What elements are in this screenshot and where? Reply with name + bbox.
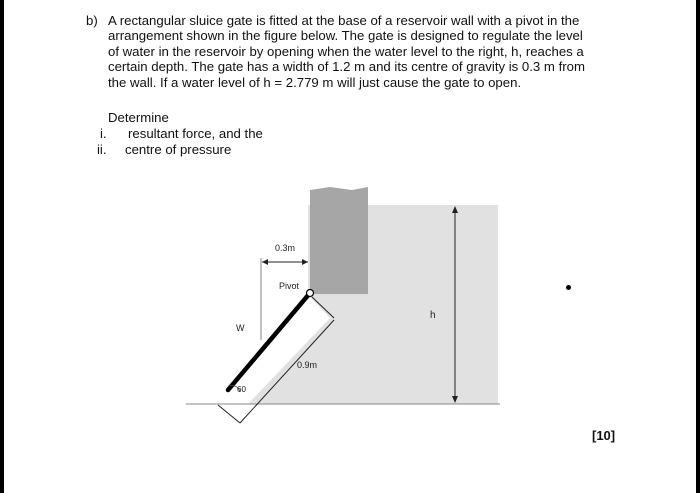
list-item-number: ii. — [97, 142, 107, 157]
reservoir-wall — [310, 187, 368, 294]
gate-end-line — [218, 405, 240, 423]
question-sheet — [4, 0, 696, 493]
question-line: A rectangular sluice gate is fitted at the base of a reservoir wall with a pivot in the — [108, 13, 580, 28]
water-region — [248, 205, 498, 404]
list-item-number: i. — [100, 126, 107, 141]
determine-heading: Determine — [108, 110, 169, 125]
offset-arrow-left — [262, 259, 268, 265]
gate-length-label: 0.9m — [297, 360, 318, 370]
question-line: the wall. If a water level of h = 2.779 m will just cause the gate to open. — [108, 74, 522, 90]
pivot-label: Pivot — [279, 281, 300, 291]
offset-label: 0.3m — [275, 243, 296, 253]
question-label: b) — [86, 13, 98, 28]
list-item-text: centre of pressure — [125, 142, 232, 157]
list-item-text: resultant force, and the — [128, 126, 263, 141]
marks-label: [10] — [592, 428, 616, 443]
offset-arrow-right — [302, 259, 308, 265]
question-line: certain depth. The gate has a width of 1.2 m and its centre of gravity is 0.3 m from — [108, 59, 585, 75]
angle-label: 60 — [237, 385, 246, 394]
weight-label: W — [236, 323, 245, 333]
question-line: arrangement shown in the figure below. The gate is designed to regulate the level — [108, 28, 583, 44]
depth-label: h — [430, 310, 436, 321]
question-line: of water in the reservoir by opening when the water level to the right, h, reaches a — [108, 43, 584, 59]
pivot-icon — [307, 290, 314, 297]
